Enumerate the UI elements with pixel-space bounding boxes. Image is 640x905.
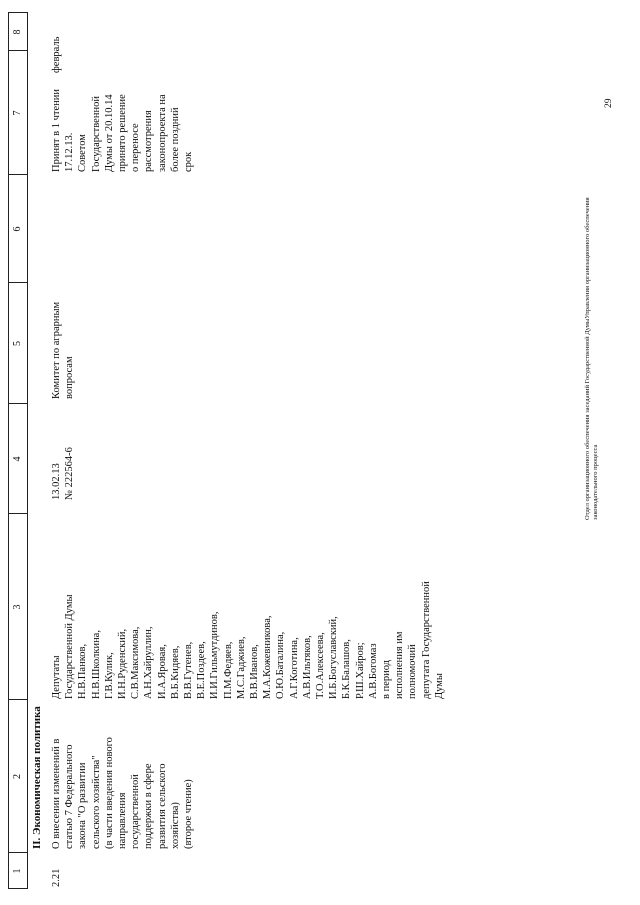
header-bottom-border: [27, 12, 28, 889]
text-line: И.А.Яровая,: [156, 644, 168, 699]
text-line: А.В.Ильтяков,: [301, 635, 313, 699]
text-line: (второе чтение): [183, 779, 195, 849]
text-line: Г.В.Кулик,: [103, 652, 115, 699]
text-line: А.Г.Коготина,: [288, 637, 300, 699]
responsible-committee: [50, 302, 76, 399]
column-header-8: 8: [12, 29, 23, 35]
text-line: Думы от 20.10.14: [103, 94, 115, 172]
text-line: февраль: [51, 36, 62, 73]
text-line: более поздний: [169, 107, 181, 172]
column-header-3: 3: [12, 604, 23, 610]
text-line: 13.02.13: [51, 463, 62, 500]
text-line: Депутаты: [51, 655, 62, 699]
column-header-4: 4: [12, 456, 23, 462]
footer-note: [584, 160, 600, 520]
text-line: Комитет по аграрным: [51, 301, 62, 399]
text-line: статью 7 Федерального: [64, 744, 76, 849]
column-header-6: 6: [12, 226, 23, 232]
text-line: И.Б.Богуславский,: [328, 616, 340, 699]
text-line: исполнения им: [394, 631, 406, 699]
text-line: С.В.Максимова,: [130, 626, 142, 699]
text-line: направления: [117, 792, 129, 849]
text-line: в период: [381, 659, 393, 699]
column-header-5: 5: [12, 341, 23, 346]
text-line: Р.Ш.Хайров;: [354, 642, 366, 699]
text-line: Н.В.Школкина,: [90, 630, 102, 699]
text-line: В.В.Гутенев,: [183, 641, 195, 699]
text-line: поддержки в сфере: [143, 763, 155, 849]
page-number: 29: [604, 98, 614, 108]
column-header-7: 7: [12, 110, 23, 116]
bill-authors: [50, 581, 446, 699]
text-line: И.Н.Руденский,: [117, 628, 129, 699]
text-line: О.Ю.Баталина,: [275, 631, 287, 699]
text-line: М.А.Кожевникова,: [262, 615, 274, 699]
text-line: В.В.Иванов,: [249, 644, 261, 699]
text-line: В.Е.Поздеев,: [196, 641, 208, 699]
text-line: Думы: [433, 673, 445, 699]
text-line: № 222564-6: [64, 447, 76, 500]
column-header-1: 1: [12, 868, 23, 874]
text-line: Т.О.Алексеева,: [315, 632, 327, 699]
text-line: 17.12.13.: [64, 132, 76, 172]
text-line: А.В.Богомаз: [367, 643, 379, 699]
text-line: А.Н.Хайруллин,: [143, 626, 155, 699]
text-line: Государственной: [90, 96, 102, 172]
text-line: полномочий: [407, 644, 419, 699]
text-line: Управления организационного обеспечения законодательного процесса: [584, 197, 599, 520]
text-line: Принят в 1 чтении: [51, 89, 62, 172]
section-title: II. Экономическая политика: [31, 706, 43, 849]
text-line: о переносе: [130, 123, 142, 172]
registration-date: [50, 447, 76, 500]
text-line: В.Б.Кидяев,: [169, 645, 181, 699]
text-line: Б.К.Балашов,: [341, 639, 353, 699]
text-line: Государственной Думы: [64, 594, 76, 699]
text-line: (в части введения нового: [103, 737, 115, 849]
rotated-table: [8, 12, 590, 889]
bill-title: [50, 737, 195, 849]
text-line: депутата Государственной: [420, 581, 432, 699]
bill-status: [50, 89, 195, 172]
text-line: О внесении изменений в: [51, 738, 62, 849]
text-line: М.С.Гаджиев,: [235, 636, 247, 699]
column-header-2: 2: [12, 774, 23, 779]
text-line: законопроекта на: [156, 94, 168, 172]
text-line: Советом: [77, 134, 89, 172]
text-line: И.И.Гильмутдинов,: [209, 611, 221, 699]
text-line: принято решение: [117, 94, 129, 172]
text-line: государственной: [130, 774, 142, 849]
text-line: вопросам: [64, 356, 76, 399]
text-line: развития сельского: [156, 763, 168, 849]
text-line: сельского хозяйства": [90, 755, 102, 849]
text-line: П.М.Федяев,: [222, 641, 234, 699]
text-line: хозяйства): [169, 802, 181, 849]
text-line: Н.В.Панков,: [77, 643, 89, 699]
text-line: закона "О развитии: [77, 762, 89, 849]
planned-month: [50, 37, 63, 73]
text-line: Отдел организационного обеспечения заседаний Государственной Думы: [584, 318, 591, 520]
text-line: срок: [183, 151, 195, 172]
row-number: 2.21: [51, 868, 62, 887]
text-line: рассмотрения: [143, 110, 155, 172]
